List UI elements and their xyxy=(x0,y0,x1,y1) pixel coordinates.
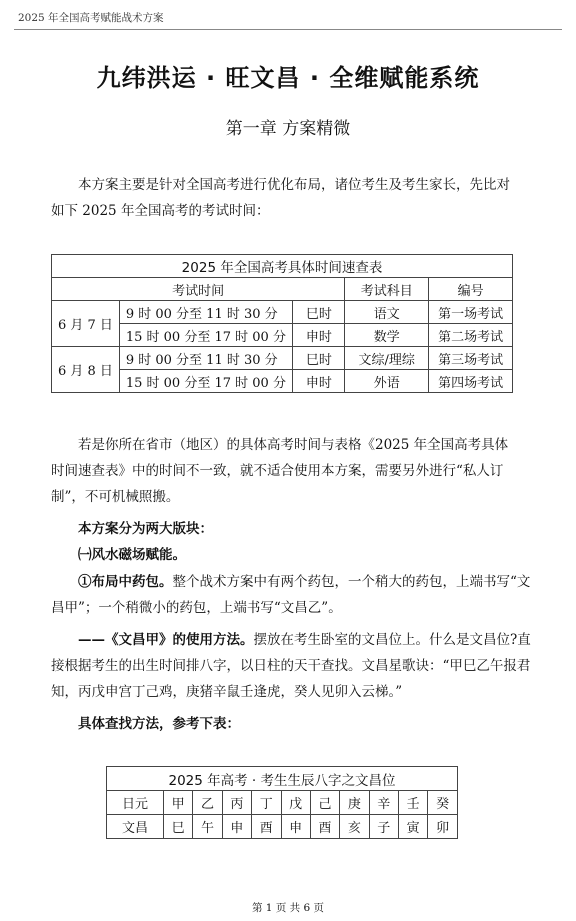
branch-cell: 亥 xyxy=(340,815,369,839)
number-cell: 第二场考试 xyxy=(429,324,513,347)
header-number: 编号 xyxy=(429,278,513,301)
wenchang-table-caption: 2025 年高考 · 考生生辰八字之文昌位 xyxy=(107,767,458,791)
page-footer: 第 1 页 共 6 页 xyxy=(251,902,325,914)
document-title: 九纬洪运 · 旺文昌 · 全维赋能系统 xyxy=(96,64,480,92)
branch-cell: 申 xyxy=(222,815,251,839)
item1-title: ①布局中药包。 xyxy=(78,574,173,590)
date-cell: 6 月 7 日 xyxy=(52,301,120,347)
table-row xyxy=(52,324,513,347)
time-cell: 15 时 00 分至 17 时 00 分 xyxy=(119,370,293,393)
branch-cell: 寅 xyxy=(399,815,428,839)
stem-cell: 辛 xyxy=(369,791,398,815)
header-rule xyxy=(14,29,562,30)
item2-text: 摆放在考生卧室的文昌位上。什么是文昌位?直接根据考生的出生时间排八字，以日柱的天干查找。文昌星歌诀：“甲巳乙午报君知，丙戊申宫丁己鸡，庚猪辛鼠壬逢虎，癸人见卯入云梯。” xyxy=(51,632,531,700)
shichen-cell: 巳时 xyxy=(293,347,345,370)
table-row xyxy=(107,815,458,839)
chapter-heading: 第一章 方案精微 xyxy=(225,119,351,139)
time-cell: 9 时 00 分至 11 时 30 分 xyxy=(119,301,293,324)
stem-cell: 甲 xyxy=(164,791,193,815)
stem-cell: 癸 xyxy=(428,791,458,815)
row-label: 文昌 xyxy=(107,815,164,839)
header-subject: 考试科目 xyxy=(345,278,429,301)
stem-cell: 庚 xyxy=(340,791,369,815)
branch-cell: 午 xyxy=(193,815,222,839)
section1-heading: ㈠风水磁场赋能。 xyxy=(78,547,186,563)
shichen-cell: 申时 xyxy=(293,324,345,347)
subject-cell: 外语 xyxy=(345,370,429,393)
subject-cell: 数学 xyxy=(345,324,429,347)
item1-paragraph xyxy=(51,569,531,621)
stem-cell: 乙 xyxy=(193,791,222,815)
shichen-cell: 巳时 xyxy=(293,301,345,324)
schedule-table-caption: 2025 年全国高考具体时间速查表 xyxy=(52,255,513,278)
running-header: 2025 年全国高考赋能战术方案 xyxy=(18,12,164,24)
stem-cell: 丁 xyxy=(252,791,281,815)
intro-paragraph: 本方案主要是针对全国高考进行优化布局，诸位考生及考生家长，先比对如下 2025 年全国高考的考试时间： xyxy=(51,177,510,219)
wenchang-table xyxy=(106,766,458,839)
time-cell: 9 时 00 分至 11 时 30 分 xyxy=(119,347,293,370)
row-label: 日元 xyxy=(107,791,164,815)
date-cell: 6 月 8 日 xyxy=(52,347,120,393)
branch-cell: 申 xyxy=(281,815,310,839)
item2-paragraph xyxy=(51,627,531,705)
table-row xyxy=(52,370,513,393)
number-cell: 第四场考试 xyxy=(429,370,513,393)
branch-cell: 子 xyxy=(369,815,398,839)
number-cell: 第一场考试 xyxy=(429,301,513,324)
stem-cell: 丙 xyxy=(222,791,251,815)
sections-heading: 本方案分为两大版块： xyxy=(78,521,213,537)
branch-cell: 酉 xyxy=(252,815,281,839)
stem-cell: 壬 xyxy=(399,791,428,815)
shichen-cell: 申时 xyxy=(293,370,345,393)
stem-cell: 己 xyxy=(310,791,339,815)
number-cell: 第三场考试 xyxy=(429,347,513,370)
subject-cell: 语文 xyxy=(345,301,429,324)
header-exam-time: 考试时间 xyxy=(52,278,345,301)
table-row xyxy=(107,791,458,815)
branch-cell: 巳 xyxy=(164,815,193,839)
subject-cell: 文综/理综 xyxy=(345,347,429,370)
time-cell: 15 时 00 分至 17 时 00 分 xyxy=(119,324,293,347)
table-row xyxy=(52,301,513,324)
branch-cell: 酉 xyxy=(310,815,339,839)
exam-schedule-table xyxy=(51,254,513,393)
stem-cell: 戊 xyxy=(281,791,310,815)
branch-cell: 卯 xyxy=(428,815,458,839)
table-row xyxy=(52,347,513,370)
lookup-heading: 具体查找方法，参考下表： xyxy=(78,716,240,732)
note-paragraph: 若是你所在省市（地区）的具体高考时间与表格《2025 年全国高考具体时间速查表》中的时间不一致，就不适合使用本方案，需要另外进行“私人订制”，不可机械照搬。 xyxy=(51,437,509,505)
item1-text: 整个战术方案中有两个药包，一个稍大的药包，上端书写“文昌甲”；一个稍微小的药包，上端书写“文昌乙”。 xyxy=(51,574,531,616)
item2-title: ——《文昌甲》的使用方法。 xyxy=(78,632,254,648)
